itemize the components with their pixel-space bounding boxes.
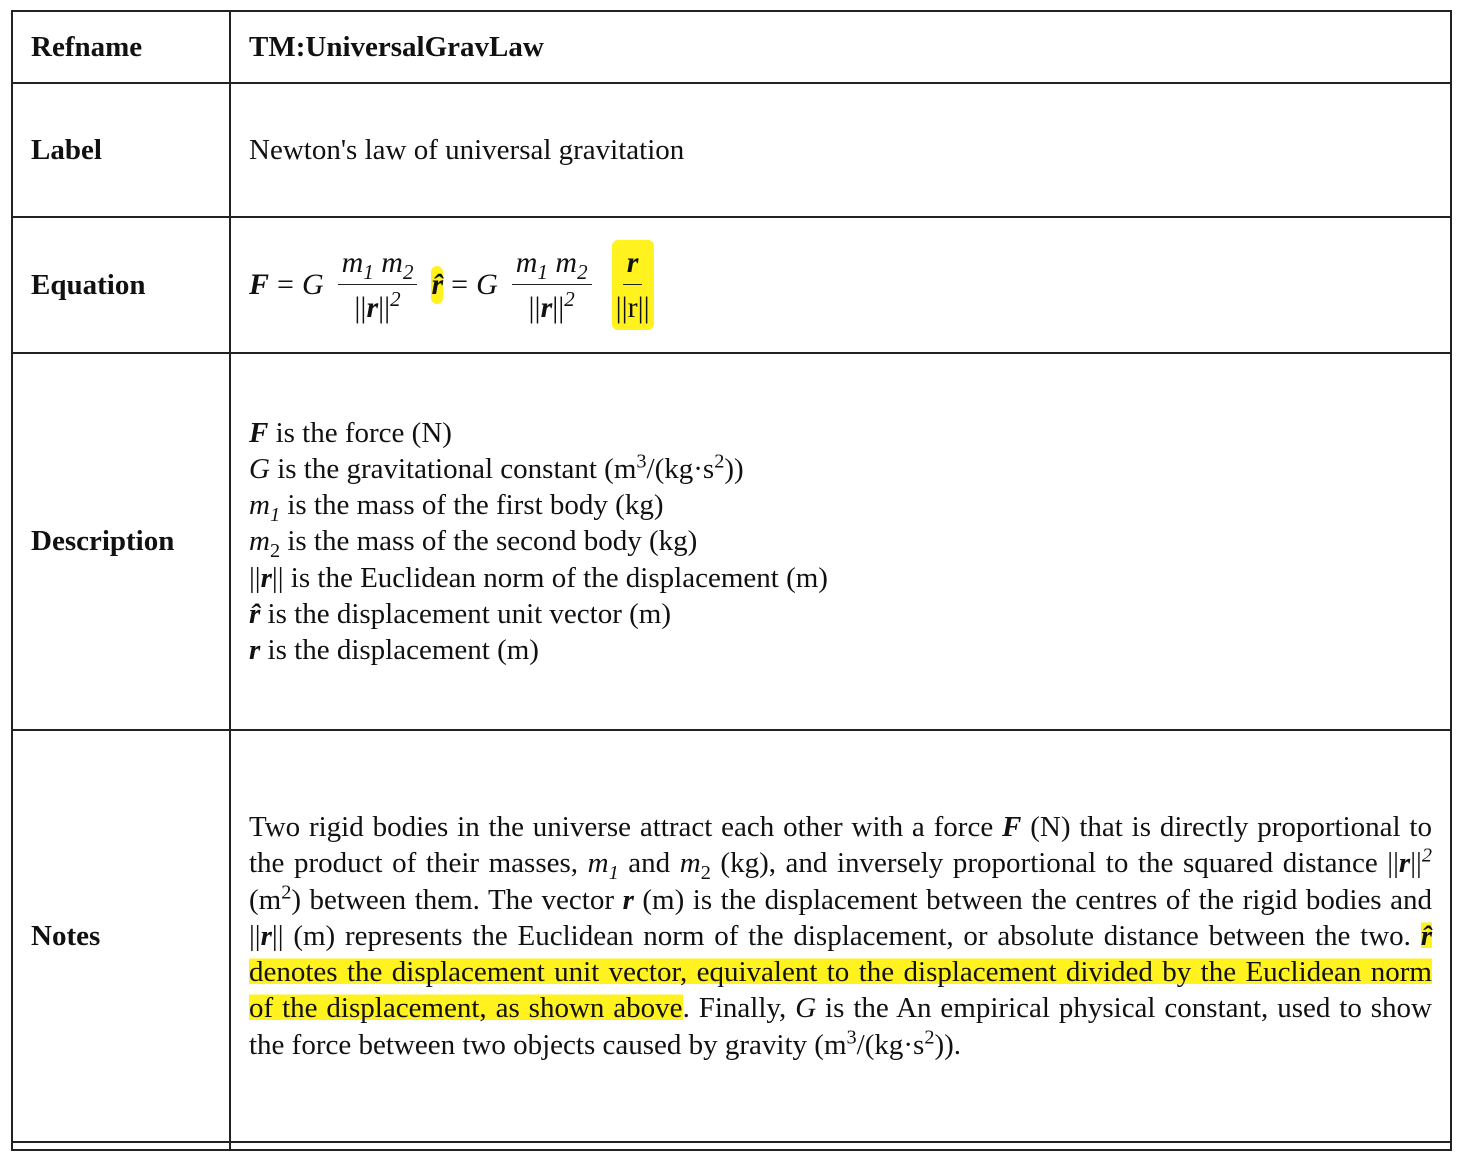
notes-p4: || bbox=[1410, 847, 1422, 880]
notes-force-sym: F bbox=[1002, 811, 1022, 844]
eq-g-symbol-2: G bbox=[476, 268, 498, 302]
notes-p1: Two rigid bodies in the universe attract each other with a force bbox=[249, 811, 1003, 844]
desc-line-gravconst bbox=[249, 451, 1432, 487]
eq-m2: m bbox=[381, 246, 403, 279]
eq2-m2: m bbox=[555, 246, 578, 279]
eq-fraction-2-denominator bbox=[529, 285, 575, 327]
notes-m2-sym: m bbox=[679, 847, 701, 880]
table-next-row-edge bbox=[12, 1142, 1451, 1150]
desc-line-force bbox=[249, 415, 1432, 451]
label-key: Label bbox=[12, 83, 230, 217]
notes-p9: . Finally, bbox=[682, 992, 796, 1025]
eq-norm-open: || bbox=[354, 290, 367, 324]
notes-p11: /(kg·s bbox=[856, 1028, 925, 1061]
eq2-r: r bbox=[540, 290, 553, 324]
label-value: Newton's law of universal gravitation bbox=[230, 83, 1451, 217]
notes-m2-sub: 2 bbox=[700, 862, 711, 885]
eq-m1-sub: 1 bbox=[363, 260, 374, 284]
next-row-key-edge bbox=[12, 1142, 230, 1150]
desc-r-text: is the displacement (m) bbox=[260, 634, 539, 667]
desc-line-r bbox=[249, 632, 1432, 668]
notes-and: and bbox=[618, 847, 680, 880]
notes-sq: 2 bbox=[1421, 844, 1432, 867]
equation-key: Equation bbox=[12, 217, 230, 353]
desc-line-norm bbox=[249, 560, 1432, 596]
eq-fraction-1-numerator bbox=[338, 244, 418, 285]
refname-row bbox=[12, 11, 1451, 83]
eq-fraction-2 bbox=[512, 244, 592, 326]
desc-m2-text: is the mass of the second body (kg) bbox=[280, 525, 698, 558]
eq-fraction-unit-vector bbox=[612, 240, 654, 330]
notes-p2: (N) that is directly proportional to the product of their masses, bbox=[249, 811, 1432, 880]
desc-norm-pre: || bbox=[249, 561, 261, 594]
next-row-value-edge bbox=[230, 1142, 1451, 1150]
notes-p8: || (m) represents the Euclidean norm of the displacement, or absolute distance between the two. bbox=[271, 919, 1421, 952]
eq2-m1: m bbox=[515, 246, 538, 279]
desc-g-end: )) bbox=[724, 452, 744, 485]
theory-model-table bbox=[11, 10, 1452, 1151]
equation-formula bbox=[249, 240, 1432, 330]
desc-g-mid: /(kg·s bbox=[646, 452, 715, 485]
notes-p3: (kg), and inversely proportional to the squared distance || bbox=[710, 847, 1399, 880]
eq-fraction-1 bbox=[338, 244, 418, 326]
eq2-norm-open: || bbox=[528, 290, 541, 324]
notes-p6: ) between them. The vector bbox=[291, 883, 623, 916]
eq2-norm-close: || bbox=[552, 290, 565, 324]
notes-p7: (m) is the displacement between the centres of the rigid bodies and || bbox=[249, 883, 1433, 952]
equation-row bbox=[12, 217, 1451, 353]
eq-fraction-1-denominator bbox=[354, 285, 400, 327]
notes-r3: r bbox=[260, 919, 272, 952]
desc-m2-sym: m bbox=[249, 525, 270, 558]
refname-key: Refname bbox=[12, 11, 230, 83]
eq-equals-1: = bbox=[277, 268, 294, 302]
desc-norm-text: is the Euclidean norm of the displacement (m) bbox=[283, 561, 828, 594]
desc-r-sym: r bbox=[249, 634, 261, 667]
desc-g-sym: G bbox=[249, 452, 270, 485]
notes-c2: 2 bbox=[924, 1025, 935, 1048]
notes-key: Notes bbox=[12, 730, 230, 1142]
notes-r1: r bbox=[1398, 847, 1411, 880]
desc-norm-post: || bbox=[271, 561, 284, 594]
description-row bbox=[12, 353, 1451, 730]
eq-fraction-2-numerator bbox=[512, 244, 592, 285]
description-value bbox=[230, 353, 1451, 730]
desc-line-m1 bbox=[249, 487, 1432, 526]
eq-fraction-unit-denominator: ||r|| bbox=[615, 290, 650, 324]
notes-p5: (m bbox=[249, 883, 282, 916]
label-row bbox=[12, 83, 1451, 217]
eq2-m2-sub: 2 bbox=[577, 260, 588, 284]
desc-m1-sym: m bbox=[249, 489, 270, 522]
desc-force-text: is the force (N) bbox=[268, 416, 452, 449]
eq-square: 2 bbox=[390, 286, 401, 311]
description-key: Description bbox=[12, 353, 230, 730]
desc-line-rhat bbox=[249, 596, 1432, 632]
desc-g-sup2: 2 bbox=[714, 450, 725, 473]
eq-equals-2: = bbox=[451, 268, 469, 302]
notes-m1-sym: m bbox=[587, 847, 609, 880]
notes-hl-text: denotes the displacement unit vector, equivalent to the displacement divided by the Euclidean norm of the displacement, as shown above bbox=[249, 956, 1432, 1025]
notes-c1: 3 bbox=[846, 1025, 857, 1048]
notes-value bbox=[230, 730, 1451, 1142]
desc-force-sym: F bbox=[249, 416, 269, 449]
notes-m1-sub: 1 bbox=[608, 862, 619, 885]
notes-sq2: 2 bbox=[281, 880, 292, 903]
eq2-m1-sub: 1 bbox=[537, 260, 548, 284]
notes-rhat: r̂ bbox=[1420, 919, 1432, 952]
desc-m1-sub: 1 bbox=[269, 503, 281, 526]
notes-r2: r bbox=[622, 883, 634, 916]
desc-norm-sym: r bbox=[260, 561, 272, 594]
notes-g-sym: G bbox=[795, 992, 817, 1025]
eq-r: r bbox=[366, 290, 379, 324]
eq-g-symbol-1: G bbox=[301, 268, 324, 302]
refname-value: TM:UniversalGravLaw bbox=[230, 11, 1451, 83]
notes-row bbox=[12, 730, 1451, 1142]
eq2-square: 2 bbox=[564, 286, 575, 311]
desc-rhat-text: is the displacement unit vector (m) bbox=[260, 597, 672, 630]
notes-p12: )). bbox=[934, 1028, 962, 1061]
eq-norm-close: || bbox=[378, 290, 391, 324]
desc-line-m2 bbox=[249, 523, 1432, 563]
eq-m2-sub: 2 bbox=[402, 260, 414, 284]
eq-fraction-unit-numerator: r bbox=[623, 244, 643, 285]
desc-m1-text: is the mass of the first body (kg) bbox=[280, 489, 664, 522]
eq-force-symbol: F bbox=[249, 268, 270, 302]
equation-value bbox=[230, 217, 1451, 353]
eq-m1: m bbox=[341, 246, 364, 279]
desc-m2-sub: 2 bbox=[269, 540, 281, 563]
eq-unit-vector-rhat: r̂ bbox=[431, 266, 443, 304]
notes-p10: is the An empirical physical constant, used to show the force between two objects caused by gravity (m bbox=[249, 992, 1432, 1061]
desc-g-text: is the gravitational constant (m bbox=[269, 452, 637, 485]
desc-rhat-sym: r̂ bbox=[249, 597, 261, 630]
desc-g-sup1: 3 bbox=[636, 450, 647, 473]
